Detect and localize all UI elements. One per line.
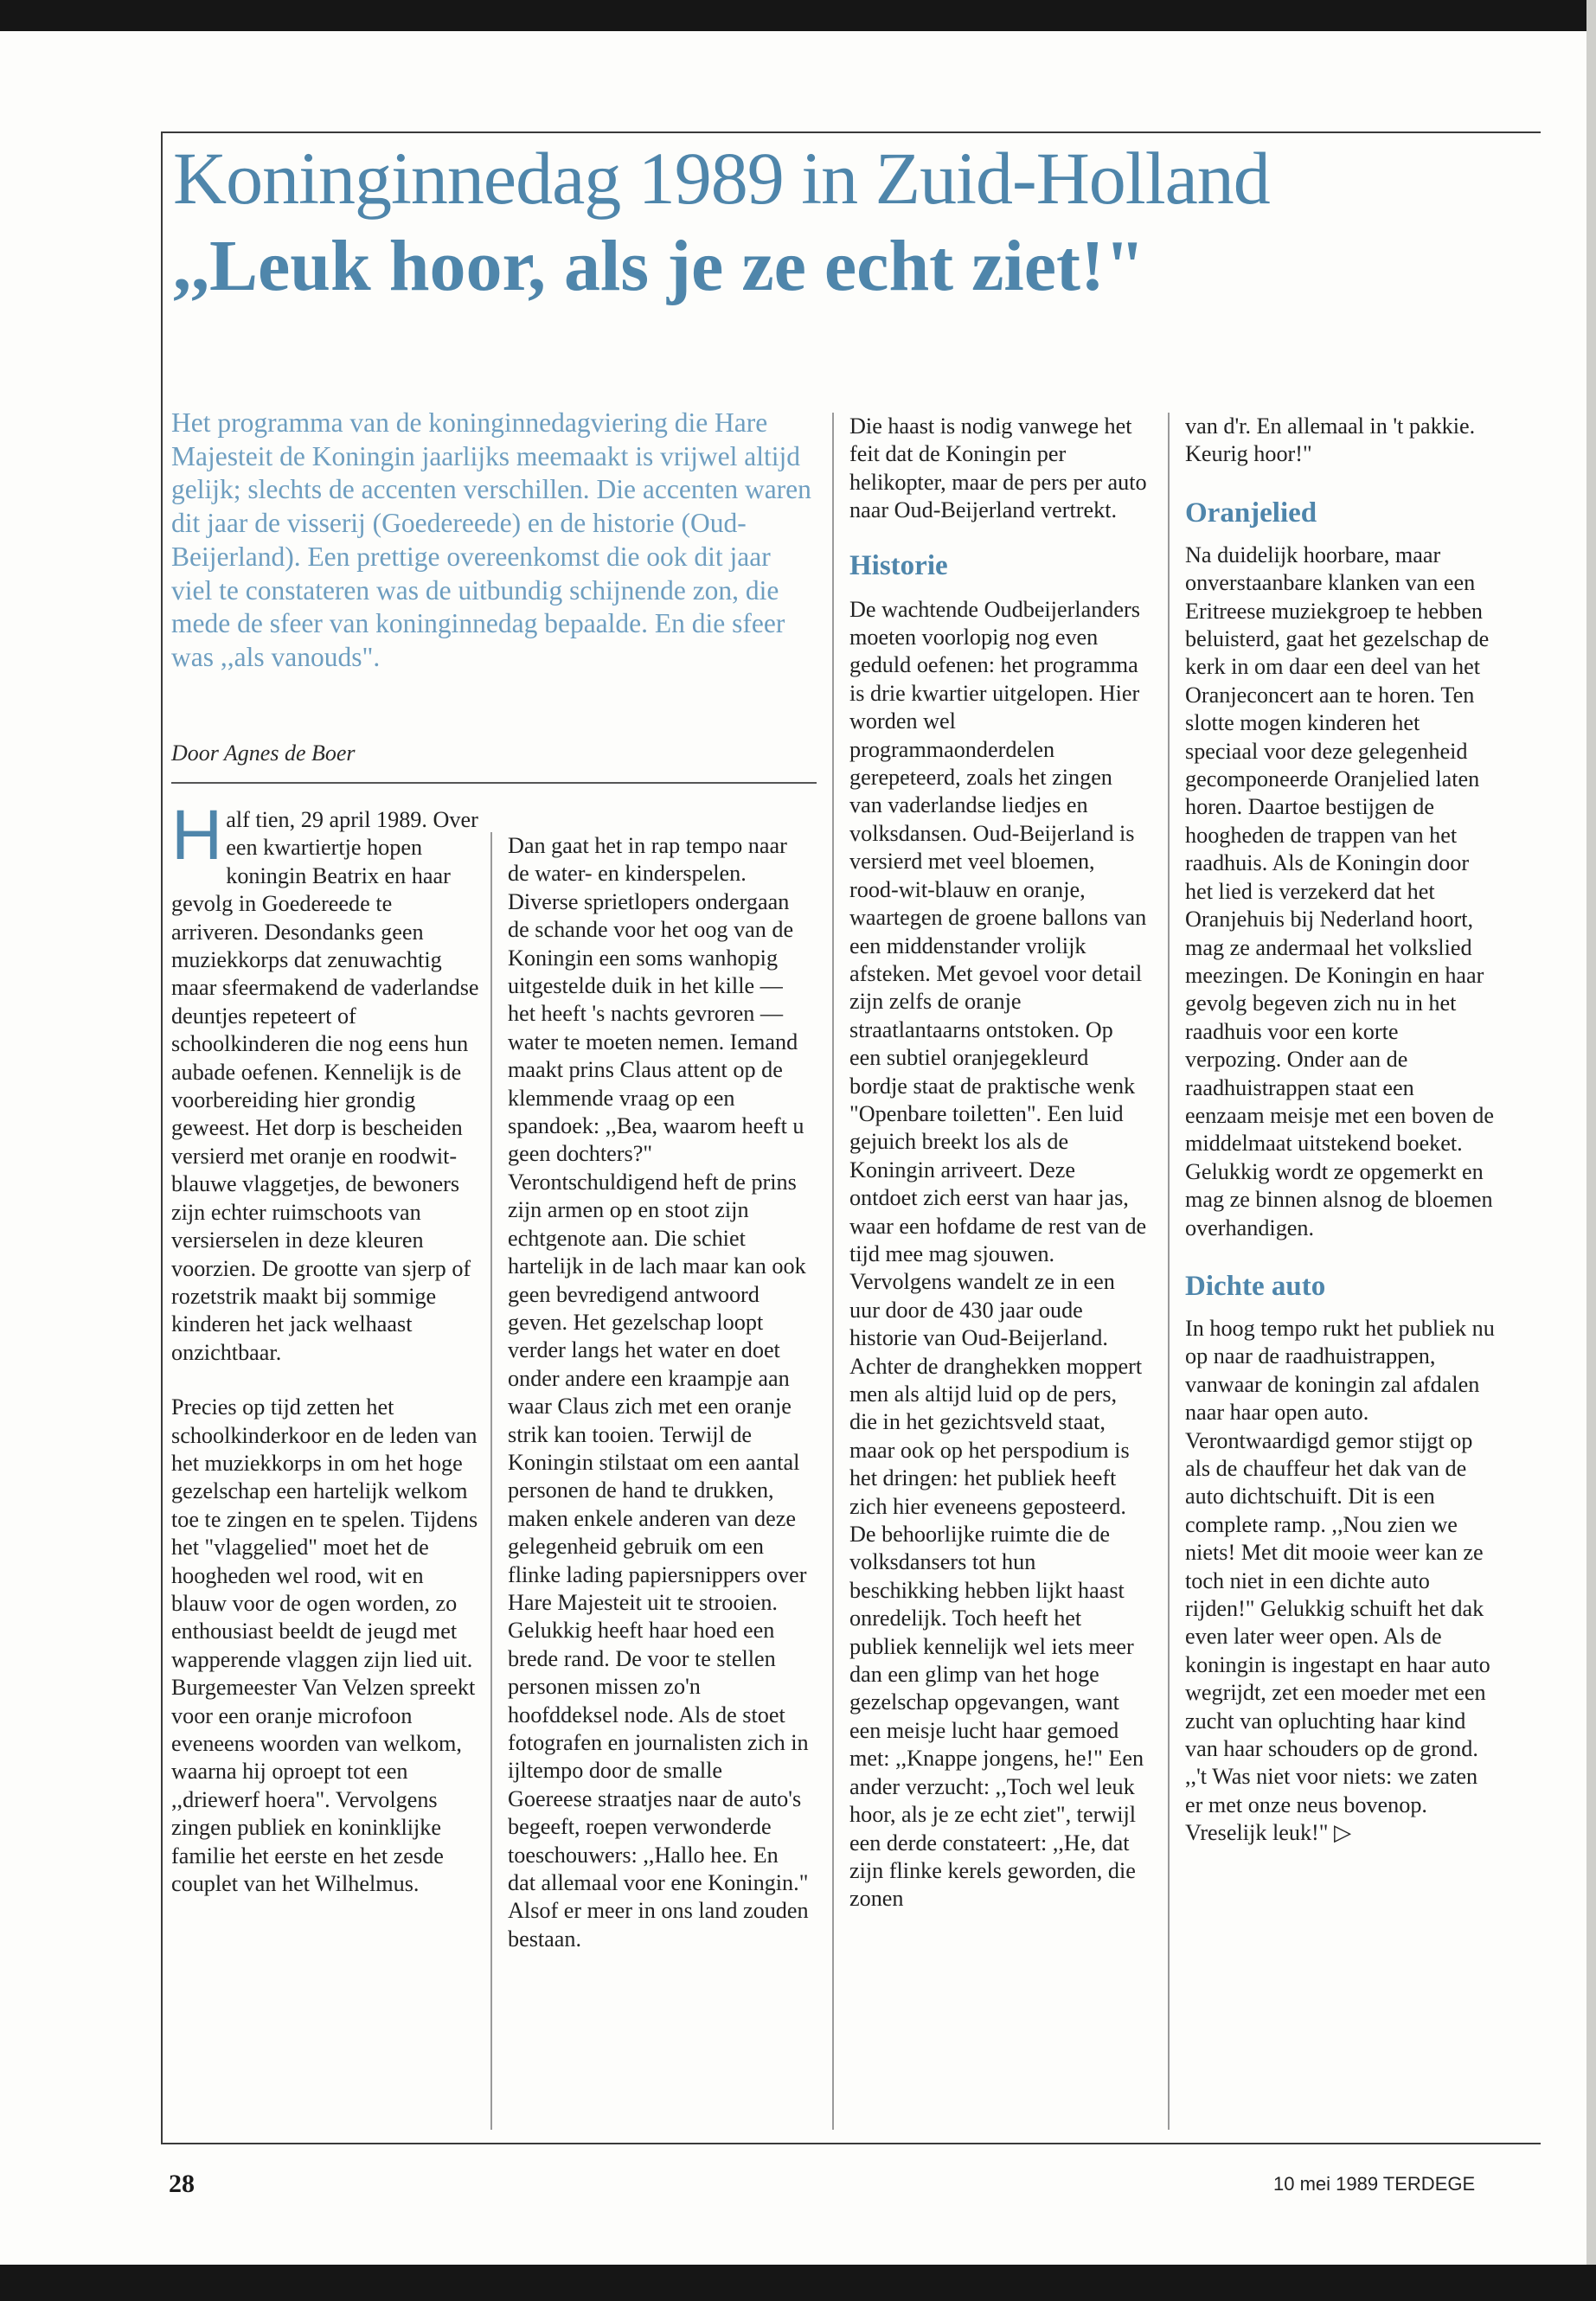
col4-paragraph-1: van d'r. En allemaal in 't pakkie. Keurig hoor!" bbox=[1185, 413, 1476, 467]
column-divider bbox=[832, 413, 834, 2130]
intro-paragraph bbox=[171, 407, 811, 675]
col4-paragraph-3 bbox=[1185, 1315, 1498, 1848]
col4-paragraph-2: Na duidelijk hoorbare, maar onverstaanbare klanken van een Eritreese muziekgroep te hebben beluisterd, gaat het gezelschap de kerk in om daar een deel van het Oranjeconcert aan te horen. Ten slotte mogen kinderen het speciaal voor deze gelegenheid gecomponeerde Oranjelied laten horen. Daartoe bestijgen de hoogheden de trappen van het raadhuis. Als de Koningin door het lied is verzekerd dat het Oranjehuis bij Nederland hoort, mag ze andermaal het volkslied meezingen. De Koningin en haar gevolg begeven zich nu in het raadhuis voor een korte verpozing. Onder aan de raadhuistrappen staat een eenzaam meisje met een boven de middelmaat uitstekend boeket. Gelukkig wordt ze opgemerkt en mag ze binnen alsnog de bloemen overhandigen. bbox=[1185, 542, 1494, 1240]
scan-bottom-border bbox=[0, 2265, 1596, 2301]
headline-title: Koninginnedag 1989 in Zuid-Holland bbox=[173, 137, 1270, 220]
col2-paragraph-1: Dan gaat het in rap tempo naar de water- en kinderspelen. Diverse sprietlopers ondergaan de schande voor het oog van de Koningin een soms wanhopig uitgestelde duik in het kille — het heeft 's nachts gevroren — water te moeten nemen. Iemand maakt prins Claus attent op de klemmende vraag op een spandoek: ,,Bea, waarom heeft u geen dochters?" Verontschuldigend heft de prins zijn armen op en stoot zijn echtgenote aan. Die schiet hartelijk in de lach maar kan ook geen bevredigend antwoord geven. Het gezelschap loopt verder langs het water en doet onder andere een kraampje aan waar Claus zich met een oranje strik kan tooien. Terwijl de Koningin stilstaat om een aantal personen de hand te drukken, maken enkele anderen van deze gelegenheid gebruik om een flinke lading papiersnippers over Hare Majesteit uit te strooien. Gelukkig heeft haar hoed een brede rand. De voor te stellen personen missen zo'n hoofddeksel node. Als de stoet fotografen en journalisten zich in ijltempo door de smalle Goereese straatjes naar de auto's begeeft, roepen verwonderde toeschouwers: ,,Hallo hee. En dat allemaal voor ene Koningin." Alsof er meer in ons land zouden bestaan. bbox=[508, 833, 809, 1952]
headline-quote: ,,Leuk hoor, als je ze echt ziet!" bbox=[173, 226, 1145, 306]
scan-right-edge bbox=[1586, 0, 1596, 2301]
subheading-dichte-auto: Dichte auto bbox=[1185, 1270, 1326, 1302]
column-1 bbox=[171, 796, 479, 1898]
col1-paragraph-2: Precies op tijd zetten het schoolkinderkoor en de leden van het muziekkorps in om het hoge gezelschap een hartelijk welkom toe te zingen en te spelen. Tijdens het "vlaggelied" moet het de hoogheden wel rood, wit en blauw voor de ogen worden, zo enthousiast beeldt de jeugd met wapperende vlaggen zijn lied uit. Burgemeester Van Velzen spreekt voor een oranje microfoon eveneens woorden van welkom, waarna hij oproept tot een ,,driewerf hoera". Vervolgens zingen publiek en koninklijke familie het eerste en het zesde couplet van het Wilhelmus. bbox=[171, 1394, 478, 1897]
end-mark-icon: ▷ bbox=[1334, 1820, 1352, 1846]
scan-top-border bbox=[0, 0, 1596, 31]
issue-line: 10 mei 1989 TERDEGE bbox=[1273, 2173, 1476, 2195]
byline-rule bbox=[171, 782, 817, 784]
drop-cap: H bbox=[171, 796, 223, 875]
column-2 bbox=[508, 832, 811, 1953]
col1-paragraph-1-text: alf tien, 29 april 1989. Over een kwartiertje hopen koningin Beatrix en haar gevolg in Goedereede te arriveren. Desondanks geen muziekkorps dat zenuwachtig maar sfeermakend de vaderlandse deuntjes repeteert of schoolkinderen die nog eens hun aubade oefenen. Kennelijk is de voorbereiding hier grondig geweest. Het dorp is bescheiden versierd met oranje en roodwit-blauwe vlaggetjes, de bewoners zijn echter ruimschoots van versierselen in deze kleuren voorzien. De grootte van sjerp of rozetstrik maakt bij sommige kinderen het jack welhaast onzichtbaar. bbox=[171, 807, 479, 1365]
subheading-historie: Historie bbox=[849, 549, 948, 581]
col4-paragraph-3-text: In hoog tempo rukt het publiek nu op naar de raadhuistrappen, vanwaar de koningin zal afdalen naar haar open auto. Verontwaardigd gemor stijgt op als de chauffeur het dak van de auto dichtschuift. Dit is een complete ramp. ,,Nou zien we niets! Met dit mooie weer kan ze toch niet in een dichte auto rijden!" Gelukkig schuift het dak even later weer open. Als de koningin is ingestapt en haar auto wegrijdt, zet een moeder met een zucht van opluchting haar kind van haar schouders op de grond. ,,'t Was niet voor niets: we zaten er met onze neus bovenop. Vreselijk leuk!" bbox=[1185, 1315, 1495, 1846]
column-divider bbox=[1168, 413, 1170, 2130]
headline bbox=[173, 135, 1522, 311]
col3-paragraph-2: De wachtende Oudbeijerlanders moeten voorlopig nog even geduld oefenen: het programma is drie kwartier uitgelopen. Hier worden wel programmaonderdelen gerepeteerd, zoals het zingen van vaderlandse liedjes en volksdansen. Oud-Beijerland is versierd met veel bloemen, rood-wit-blauw en oranje, waartegen de groene ballons van een middenstander vrolijk afsteken. Met gevoel voor detail zijn zelfs de oranje straatlantaarns ontstoken. Op een subtiel oranjegekleurd bordje staat de praktische wenk "Openbare toiletten". Een luid gejuich breekt los als de Koningin arriveert. Deze ontdoet zich eerst van haar jas, waar een hofdame de rest van de tijd mee mag sjouwen. Vervolgens wandelt ze in een uur door de 430 jaar oude historie van Oud-Beijerland. Achter de dranghekken moppert men als altijd luid op de pers, die in het gezichtsveld staat, maar ook op het perspodium is het dringen: het publiek heeft zich hier eveneens geposteerd. De behoorlijke ruimte die de volksdansers tot hun beschikking hebben lijkt haast onredelijk. Toch heeft het publiek kennelijk wel iets meer dan een glimp van het hoge gezelschap opgevangen, want een meisje lucht haar gemoed met: ,,Knappe jongens, he!" Een ander verzucht: ,,Toch wel leuk hoor, als je ze echt ziet", terwijl een derde constateert: ,,He, dat zijn flinke kerels geworden, die zonen bbox=[849, 596, 1147, 1912]
article-frame-bottom bbox=[161, 2143, 1541, 2144]
article-frame-top bbox=[161, 131, 1541, 133]
column-3 bbox=[849, 413, 1149, 1913]
article-frame-left bbox=[161, 131, 163, 2143]
col1-paragraph-1 bbox=[171, 796, 479, 1367]
column-4 bbox=[1185, 413, 1498, 1848]
col3-paragraph-1: Die haast is nodig vanwege het feit dat de Koningin per helikopter, maar de pers per auto naar Oud-Beijerland vertrekt. bbox=[849, 413, 1147, 523]
byline: Door Agnes de Boer bbox=[171, 740, 356, 766]
intro-text: Het programma van de koninginnedagviering die Hare Majesteit de Koningin jaarlijks meemaakt is vrijwel altijd gelijk; slechts de accenten verschillen. Die accenten waren dit jaar de visserij (Goedereede) en de historie (Oud-Beijerland). Een prettige overeenkomst die ook dit jaar viel te constateren was de uitbundig schijnende zon, die mede de sfeer van koninginnedag bepaalde. En die sfeer was ,,als vanouds". bbox=[171, 407, 811, 672]
column-divider bbox=[490, 832, 492, 2130]
subheading-oranjelied: Oranjelied bbox=[1185, 497, 1317, 529]
page-number: 28 bbox=[169, 2170, 195, 2198]
